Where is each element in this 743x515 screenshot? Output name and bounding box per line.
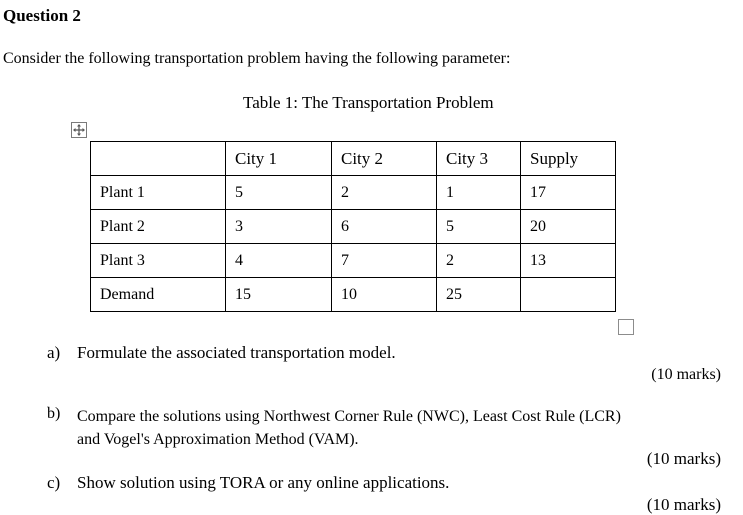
question-label: a) <box>47 343 61 362</box>
table-cell[interactable]: 10 <box>332 278 437 312</box>
header-cell[interactable]: City 2 <box>332 142 437 176</box>
header-cell[interactable]: Supply <box>521 142 616 176</box>
table-cell[interactable]: 5 <box>226 176 332 210</box>
table-cell[interactable]: 3 <box>226 210 332 244</box>
marks-label: (10 marks) <box>651 366 721 383</box>
table-resize-handle-icon[interactable] <box>618 319 634 335</box>
table-cell[interactable]: 2 <box>332 176 437 210</box>
row-label-cell[interactable]: Plant 3 <box>91 244 226 278</box>
table-cell[interactable]: 5 <box>437 210 521 244</box>
marks-label: (10 marks) <box>646 495 721 514</box>
table-cell[interactable]: 2 <box>437 244 521 278</box>
table-row <box>91 210 616 244</box>
question-text-line1: Compare the solutions using Northwest Corner Rule (NWC), Least Cost Rule (LCR) <box>77 408 621 425</box>
question-label: b) <box>47 405 61 422</box>
header-cell[interactable]: City 3 <box>437 142 521 176</box>
row-label-cell[interactable]: Plant 1 <box>91 176 226 210</box>
marks-label: (10 marks) <box>646 449 721 468</box>
table-move-handle-icon[interactable] <box>71 122 87 138</box>
table-row <box>91 278 616 312</box>
row-label-cell[interactable]: Plant 2 <box>91 210 226 244</box>
table-cell[interactable]: 4 <box>226 244 332 278</box>
table-cell[interactable]: 20 <box>521 210 616 244</box>
table-cell[interactable]: 15 <box>226 278 332 312</box>
question-text: Formulate the associated transportation model. <box>77 343 396 362</box>
table-cell[interactable]: 13 <box>521 244 616 278</box>
table-cell[interactable]: 6 <box>332 210 437 244</box>
table-row <box>91 176 616 210</box>
transportation-table <box>90 141 616 312</box>
question-text-line2: and Vogel's Approximation Method (VAM). <box>77 431 359 448</box>
intro-text: Consider the following transportation problem having the following parameter: <box>3 50 511 67</box>
header-cell[interactable] <box>91 142 226 176</box>
header-cell[interactable]: City 1 <box>226 142 332 176</box>
table-cell[interactable]: 1 <box>437 176 521 210</box>
question-text: Show solution using TORA or any online applications. <box>77 473 450 492</box>
table-header-row <box>91 142 616 176</box>
row-label-cell[interactable]: Demand <box>91 278 226 312</box>
table-cell[interactable]: 25 <box>437 278 521 312</box>
table-cell[interactable] <box>521 278 616 312</box>
table-row <box>91 244 616 278</box>
question-heading: Question 2 <box>3 6 81 25</box>
question-label: c) <box>47 473 61 492</box>
table-cell[interactable]: 7 <box>332 244 437 278</box>
table-caption: Table 1: The Transportation Problem <box>243 93 494 112</box>
table-cell[interactable]: 17 <box>521 176 616 210</box>
